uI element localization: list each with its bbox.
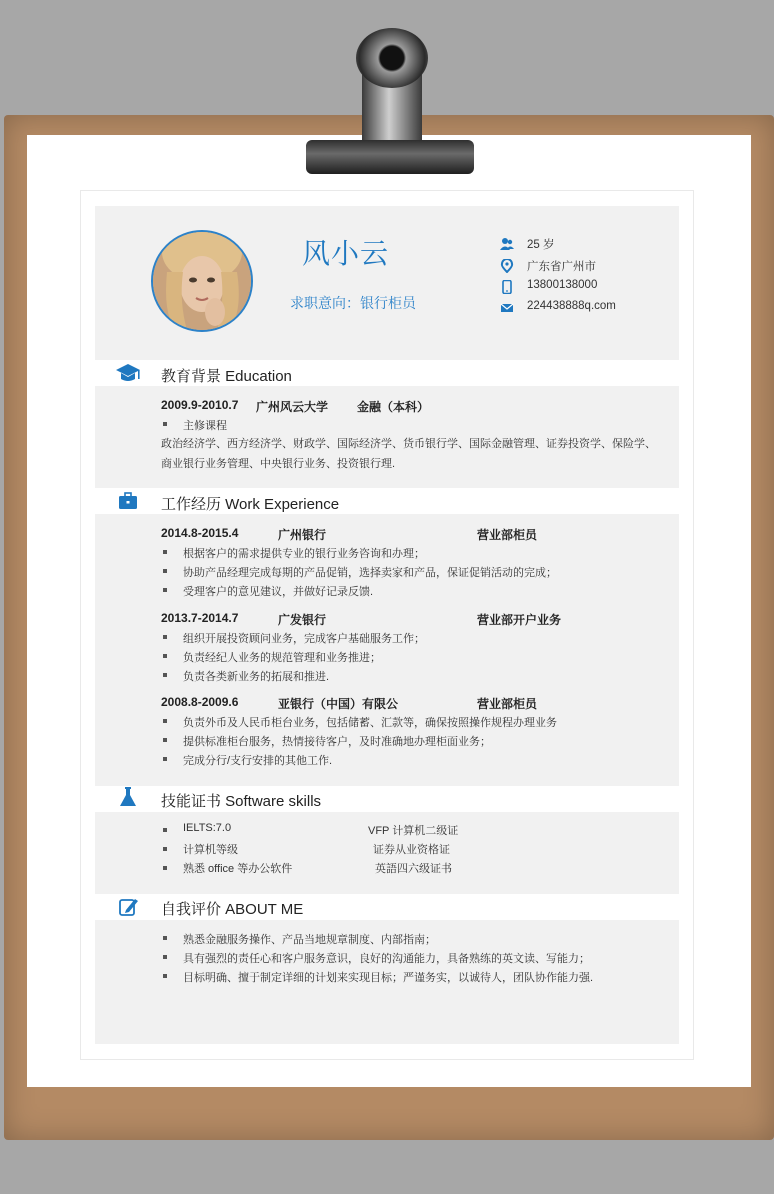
courses-line2: 商业银行业务管理、中央银行业务、投资银行理. [161, 458, 396, 470]
skills-title: 技能证书 Software skills [161, 793, 322, 810]
job2-period: 2013.7-2014.7 [161, 611, 239, 625]
avatar [151, 230, 253, 332]
bullet [163, 654, 167, 658]
bullet [163, 422, 167, 426]
job3-period: 2008.8-2009.6 [161, 695, 239, 709]
binder-clip [306, 140, 474, 174]
bullet [163, 588, 167, 592]
job2-duty3: 负责各类新业务的拓展和推进. [183, 671, 330, 683]
job-intent: 求职意向：银行柜员 [290, 295, 416, 311]
bullet [163, 550, 167, 554]
education-title: 教育背景 Education [161, 368, 292, 385]
job3-duty1: 负责外币及人民币柜台业务，包括储蓄、汇款等，确保按照操作规程办理业务 [183, 717, 557, 729]
job1-duty1: 根据客户的需求提供专业的银行业务咨询和办理； [183, 548, 425, 560]
phone-text[interactable]: 13800138000 [527, 279, 598, 291]
graduation-cap-icon [115, 362, 141, 384]
skill-left-2: 计算机等级 [183, 844, 238, 856]
edu-school: 广州风云大学 [256, 400, 329, 414]
about-item-1: 熟悉金融服务操作、产品当地规章制度、内部指南； [183, 934, 436, 946]
job2-company: 广发银行 [278, 613, 327, 627]
edu-period: 2009.9-2010.7 [161, 398, 239, 412]
skill-right-1: VFP 计算机二级证 [368, 825, 459, 837]
email-text[interactable]: 224438888q.com [527, 300, 616, 312]
bullet [163, 866, 167, 870]
courses-line1: 政治经济学、西方经济学、财政学、国际经济学、货币银行学、国际金融管理、证券投资学、保险学、 [161, 438, 656, 450]
job1-duty2: 协助产品经理完成每期的产品促销，选择卖家和产品，保证促销活动的完成； [183, 567, 557, 579]
about-item-3: 目标明确、擅于制定详细的计划来实现目标；严谨务实，以诚待人，团队协作能力强. [183, 972, 594, 984]
bullet [163, 673, 167, 677]
phone-icon [500, 280, 514, 294]
skill-right-2: 证券从业资格证 [373, 844, 450, 856]
bullet [163, 569, 167, 573]
bullet [163, 974, 167, 978]
bullet [163, 635, 167, 639]
skill-right-3: 英語四六级证书 [375, 863, 452, 875]
job3-position: 营业部柜员 [477, 697, 538, 711]
bullet [163, 738, 167, 742]
about-title: 自我评价 ABOUT ME [161, 901, 304, 918]
course-label: 主修课程 [183, 420, 227, 432]
skill-left-3: 熟悉 office 等办公软件 [183, 863, 293, 875]
skill-left-1: IELTS:7.0 [183, 822, 232, 834]
job2-duty1: 组织开展投资顾问业务，完成客户基础服务工作； [183, 633, 425, 645]
age-text: 25 岁 [527, 239, 555, 251]
job2-position: 营业部开户业务 [477, 613, 562, 627]
job3-company: 亚银行（中国）有限公 [278, 697, 399, 711]
job1-period: 2014.8-2015.4 [161, 526, 239, 540]
user-icon [500, 237, 514, 251]
location-icon [500, 259, 514, 273]
mail-icon [500, 301, 514, 315]
location-text: 广东省广州市 [527, 261, 596, 273]
candidate-name: 风小云 [302, 238, 390, 269]
job1-position: 营业部柜员 [477, 528, 538, 542]
job2-duty2: 负责经纪人业务的规范管理和业务推进； [183, 652, 381, 664]
bullet [163, 719, 167, 723]
bullet [163, 936, 167, 940]
clip-ring [356, 28, 428, 88]
job3-duty3: 完成分行/支行安排的其他工作. [183, 755, 333, 767]
briefcase-icon [115, 490, 141, 512]
job3-duty2: 提供标准柜台服务，热情接待客户，及时准确地办理柜面业务； [183, 736, 491, 748]
flask-icon [115, 786, 141, 808]
pencil-icon [115, 896, 141, 918]
job1-company: 广州银行 [278, 528, 327, 542]
edu-major: 金融（本科） [357, 400, 430, 414]
bullet [163, 847, 167, 851]
work-title: 工作经历 Work Experience [161, 496, 340, 513]
bullet [163, 955, 167, 959]
about-item-2: 具有强烈的责任心和客户服务意识，良好的沟通能力，具备熟练的英文读、写能力； [183, 953, 590, 965]
bullet [163, 828, 167, 832]
bullet [163, 757, 167, 761]
job1-duty3: 受理客户的意见建议，并做好记录反馈. [183, 586, 374, 598]
